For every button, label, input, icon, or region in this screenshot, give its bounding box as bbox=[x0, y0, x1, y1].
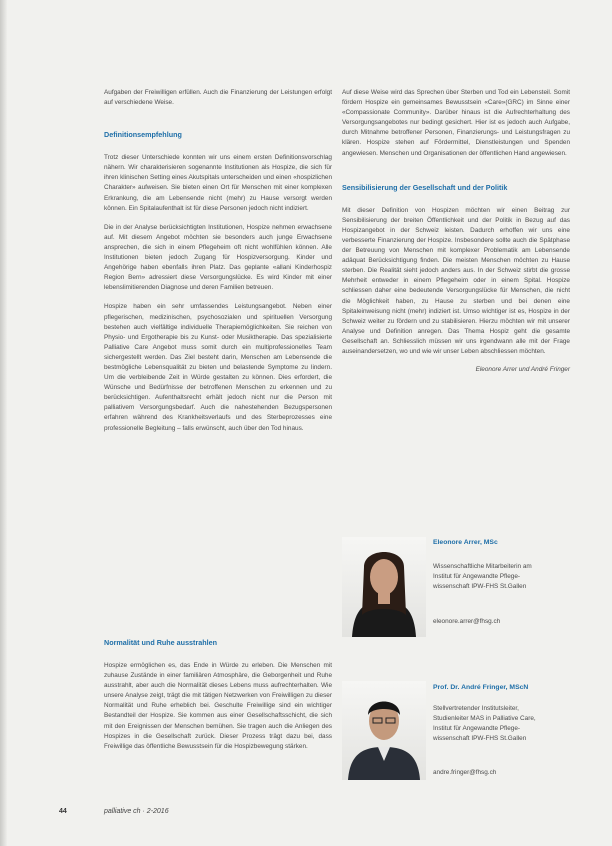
body-paragraph: Hospize haben ein sehr umfassendes Leistungsangebot. Neben einer pflegerischen, medizinischen, psychosozialen und spirituellen Versorgung bestehen auch vielfältige individuelle Therapiemöglichkeiten. Sie reichen von Physio- und Ergotherapie bis zu Kunst- oder Musiktherapie. Das spezialisierte Palliative Care Angebot muss somit durch ein multiprofessionelles Team sichergestellt werden. Das Ziel besteht darin, Menschen am Lebensende die bestmögliche Lebensqualität zu bieten und belastende Symptome zu lindern. Um die verbleibende Zeit in Würde gestalten zu können. Dies erfordert, die Wünsche und Bedürfnisse der betroffenen Menschen zu erkennen und zu berücksichtigen. Aufenthaltsrecht erhält jedoch nicht nur die Person mit palliativem Versorgungsbedarf. Auch die nahestehenden Bezugspersonen erfahren während des Krankheitsverlaufs und des Sterbeprozesses eine professionelle Begleitung – falls erwünscht, auch über den Tod hinaus. bbox=[104, 303, 332, 432]
body-paragraph: Mit dieser Definition von Hospizen möchten wir einen Beitrag zur Sensibilisierung der breiten Öffentlichkeit und der Politik in Bezug auf das Hospizangebot in der Schweiz leisten. Dadurch erhoffen wir uns eine verbesserte Finanzierung der Hospize. Insbesondere sollte auch die Spätphase der Betreuung von Menschen mit komplexer Problematik am Lebensende adäquat Berücksichtigung finden. Die meisten Menschen möchten zu Hause sterben. Die Realität sieht jedoch anders aus. In der Schweiz stirbt die grosse Mehrheit entweder in einem Pflegeheim oder in einem Spital. Hospize schliessen daher eine bedeutende Versorgungslücke für Menschen, die nicht die Möglichkeit haben, zu Hause zu sterben und bei denen eine Spitaleinweisung nicht (mehr) indiziert ist. Umso wichtiger ist es, Hospize in der Schweiz weiter zu fördern und zu stabilisieren. Hierzu möchten wir mit unserer Analyse und Definition anregen. Das Thema Hospiz geht die gesamte Gesellschaft an. Schliesslich müssen wir uns irgendwann alle mit der Frage auseinandersetzen, wo und wie wir unser Leben abschliessen möchten. bbox=[342, 206, 570, 355]
body-paragraph: Auf diese Weise wird das Sprechen über Sterben und Tod ein Lebensteil. Somit fördern Hospize ein gemeinsames Bewusstsein «Care»(GRC) im Sinne einer «Compassionate Community». Darüber hinaus ist die Aufrechterhaltung des Versorgungsangebotes nur bedingt gesichert. Hier ist es jedoch auch Aufgabe, durch Mitnahme betroffener Personen, Finanzierungs- und Leistungsfragen zu klären. Hospize stehen auf Fördermittel, Dienstleistungen und Spenden angewiesen. Menschen und Organisationen der öffentlichen Hand angewiesen. bbox=[342, 89, 570, 157]
left-column-lower bbox=[104, 638, 332, 752]
bio-description-arrer bbox=[433, 562, 573, 592]
portrait-icon bbox=[342, 681, 426, 780]
page-number: 44 bbox=[59, 808, 67, 815]
body-paragraph: Hospize ermöglichen es, das Ende in Würde zu erleben. Die Menschen mit zuhause Zustände in einer familiären Atmosphäre, die Geborgenheit und Ruhe ausstrahlt, aber auch die Normalität dieses Lebens muss aufrechterhalten. Wie unsere Analyse zeigt, trägt die mit tätigen Netzwerken von Freiwilligen zu dieser Normalität und Ruhe erheblich bei. Geschulte Freiwillige sind ein wichtiger Bestandteil der Hospize. Sie kommen aus einer Gesellschaftsschicht, die sich mit den Ereignissen der Menschen bemühen. Sie tragen auch die Anliegen des Hospizes in die Gesellschaft zurück. Dieser Prozess trägt dazu bei, dass Freiwillige das öffentliche Bewusstsein für die Hospizbewegung stärken. bbox=[104, 662, 332, 750]
page-binding-shadow bbox=[0, 0, 7, 846]
heading-sensibilisierung: Sensibilisierung der Gesellschaft und der Politik bbox=[342, 182, 508, 192]
bio-line: wissenschaft IPW-FHS St.Gallen bbox=[433, 735, 527, 742]
author-photo-fringer bbox=[342, 681, 426, 780]
right-column bbox=[342, 88, 570, 373]
body-paragraph: Die in der Analyse berücksichtigten Institutionen, Hospize nehmen erwachsene auf. Mit diesem Angebot möchten sie besonders auch junge Erwachsene ansprechen, die sich in einem Pflegeheim oft nicht wohlfühlen können. Alle Institutionen bieten jedoch Zugang für Hospizversorgung. Kinder und Angehörige haben ebenfalls ihren Platz. Das geplante «allani Kinderhospiz Region Bern» adressiert diese Versorgungslücke. Es wird Kinder mit einer lebenslimitierenden Diagnose und deren Familien betreuen. bbox=[104, 223, 332, 292]
bio-line: wissenschaft IPW-FHS St.Gallen bbox=[433, 583, 527, 590]
author-signature: Eleonore Arrer und André Fringer bbox=[475, 366, 570, 374]
author-photo-arrer bbox=[342, 537, 426, 637]
bio-line: Studienleiter MAS in Palliative Care, bbox=[433, 715, 536, 722]
intro-paragraph: Aufgaben der Freiwilligen erfüllen. Auch die Finanzierung der Leistungen erfolgt auf verschiedene Weise. bbox=[104, 89, 332, 107]
bio-line: Wissenschaftliche Mitarbeiterin am bbox=[433, 563, 532, 570]
left-column bbox=[104, 88, 332, 434]
bio-description-fringer bbox=[433, 704, 573, 744]
bio-line: Stellvertretender Institutsleiter, bbox=[433, 705, 519, 712]
body-paragraph: Trotz dieser Unterschiede konnten wir uns einem ersten Definitionsvorschlag nähern. Wir charakterisieren sogenannte Institutionen als Hospize, die sich für ihren klinischen Setting eines Akutspitals unterscheiden und einen «hospizlichen Charakter» aufweisen. Sie bieten einen Ort für Menschen mit einer komplexen Erkrankung, die am Lebensende nicht (mehr) zu Hause versorgt werden können. Ein Spitalaufenthalt ist für diese Personen jedoch nicht indiziert. bbox=[104, 154, 332, 212]
bio-email-arrer[interactable]: eleonore.arrer@fhsg.ch bbox=[433, 618, 501, 625]
publication-title: palliative ch · 2-2016 bbox=[104, 808, 169, 815]
portrait-icon bbox=[342, 537, 426, 637]
bio-line: Institut für Angewandte Pflege- bbox=[433, 725, 521, 732]
heading-definitionsempfehlung: Definitionsempfehlung bbox=[104, 130, 182, 140]
bio-email-fringer[interactable]: andre.fringer@fhsg.ch bbox=[433, 769, 497, 776]
bio-line: Institut für Angewandte Pflege- bbox=[433, 573, 521, 580]
heading-normalitaet: Normalität und Ruhe ausstrahlen bbox=[104, 638, 218, 647]
bio-name-fringer: Prof. Dr. André Fringer, MScN bbox=[433, 684, 529, 691]
bio-name-arrer: Eleonore Arrer, MSc bbox=[433, 539, 498, 546]
